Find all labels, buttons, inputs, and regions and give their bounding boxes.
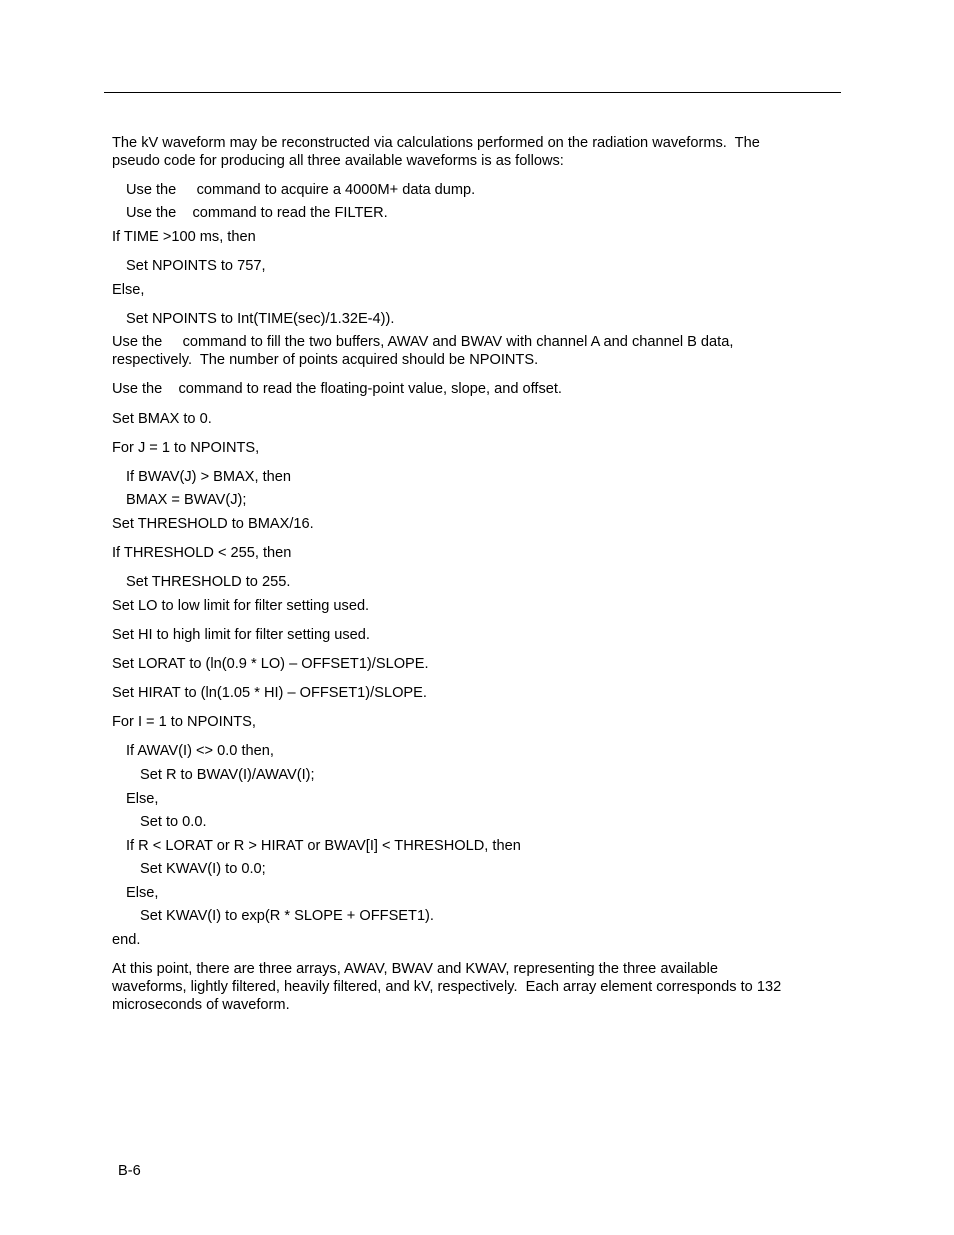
code-line: If TIME >100 ms, then: [112, 229, 256, 245]
code-line: Use the command to read the floating-point value, slope, and offset.: [112, 381, 562, 397]
code-line: Set THRESHOLD to 255.: [126, 574, 291, 590]
code-line: Else,: [126, 885, 159, 901]
code-line: Set R to BWAV(I)/AWAV(I);: [140, 767, 315, 783]
outro-line-3: microseconds of waveform.: [112, 997, 290, 1013]
code-line: end.: [112, 932, 141, 948]
code-line: Set to 0.0.: [140, 814, 207, 830]
code-line: If THRESHOLD < 255, then: [112, 545, 292, 561]
code-line: Set NPOINTS to Int(TIME(sec)/1.32E-4)).: [126, 311, 395, 327]
code-line: If BWAV(J) > BMAX, then: [126, 469, 292, 485]
code-line: Use the command to read the FILTER.: [126, 205, 388, 221]
intro-line-1: The kV waveform may be reconstructed via calculations performed on the radiation waveforms. The: [112, 135, 760, 151]
code-line: Set KWAV(I) to 0.0;: [140, 861, 266, 877]
outro-line-2: waveforms, lightly filtered, heavily filtered, and kV, respectively. Each array element corresponds to 132: [112, 979, 782, 995]
outro-line-1: At this point, there are three arrays, AWAV, BWAV and KWAV, representing the three available: [112, 961, 718, 977]
intro-line-2: pseudo code for producing all three available waveforms is as follows:: [112, 153, 564, 169]
code-line: Set HI to high limit for filter setting used.: [112, 627, 370, 643]
code-line: Set BMAX to 0.: [112, 411, 212, 427]
code-line: Else,: [112, 282, 145, 298]
code-line: Set NPOINTS to 757,: [126, 258, 266, 274]
page-number: B-6: [118, 1163, 141, 1179]
code-line: If R < LORAT or R > HIRAT or BWAV[I] < THRESHOLD, then: [126, 838, 521, 854]
code-line: Set HIRAT to (ln(1.05 * HI) – OFFSET1)/SLOPE.: [112, 685, 427, 701]
code-line: Set LORAT to (ln(0.9 * LO) – OFFSET1)/SLOPE.: [112, 656, 429, 672]
code-line: Use the command to acquire a 4000M+ data dump.: [126, 182, 476, 198]
code-line: Set KWAV(I) to exp(R * SLOPE + OFFSET1).: [140, 908, 434, 924]
code-line: Set LO to low limit for filter setting used.: [112, 598, 370, 614]
code-line: Use the command to fill the two buffers, AWAV and BWAV with channel A and channel B data,: [112, 334, 734, 350]
code-line: Else,: [126, 791, 159, 807]
code-line: For I = 1 to NPOINTS,: [112, 714, 256, 730]
code-line: BMAX = BWAV(J);: [126, 492, 247, 508]
header-rule: [104, 92, 841, 93]
code-line: If AWAV(I) <> 0.0 then,: [126, 743, 274, 759]
code-line: For J = 1 to NPOINTS,: [112, 440, 260, 456]
code-line: Set THRESHOLD to BMAX/16.: [112, 516, 314, 532]
code-line: respectively. The number of points acquired should be NPOINTS.: [112, 352, 539, 368]
